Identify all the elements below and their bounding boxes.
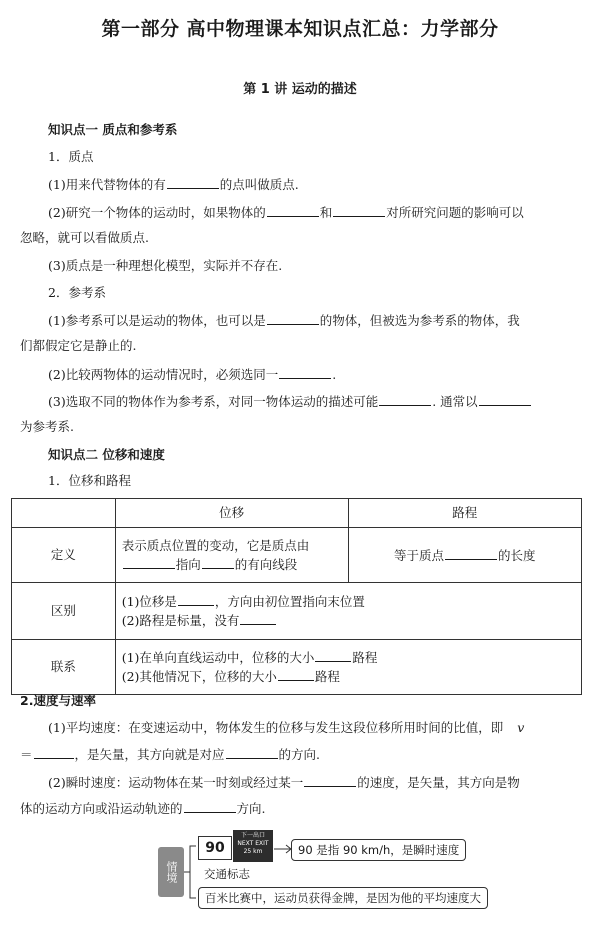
note-average-speed: 百米比赛中，运动员获得金牌，是因为他的平均速度大 [198, 887, 488, 909]
note-instant-speed: 90 是指 90 km/h，是瞬时速度 [291, 839, 466, 861]
kp1-line2: (2)研究一个物体的运动时，如果物体的 和 对所研究问题的影响可以 [48, 205, 524, 220]
kp1-line4: (1)参考系可以是运动的物体，也可以是 的物体，但被选为参考系的物体，我 [48, 313, 520, 328]
fill-blank[interactable] [167, 175, 219, 189]
fill-blank[interactable] [333, 203, 385, 217]
table-cell-difference: (1)位移是 ，方向由初位置指向末位置 (2)路程是标量，没有 [115, 583, 581, 640]
table-header-displacement: 位移 [115, 499, 348, 528]
page-title: 第一部分 高中物理课本知识点汇总：力学部分 [101, 18, 499, 40]
kp2-sub-velocity: 2.速度与速率 [20, 693, 96, 708]
kp2-velocity-inst: (2)瞬时速度：运动物体在某一时刻或经过某一 的速度，是矢量，其方向是物 [48, 775, 520, 790]
fill-blank[interactable] [379, 392, 431, 406]
table-cell-displacement-def: 表示质点位置的变动，它是质点由 指向 的有向线段 [115, 528, 348, 583]
fill-blank[interactable] [123, 555, 175, 569]
kp1-sub-particle: 1．质点 [48, 149, 94, 164]
fill-blank[interactable] [240, 611, 276, 625]
kp1-heading: 知识点一 质点和参考系 [48, 122, 178, 137]
kp2-sub-displacement: 1．位移和路程 [48, 473, 131, 488]
fill-blank[interactable] [226, 745, 278, 759]
fill-blank[interactable] [445, 546, 497, 560]
displacement-distance-table [11, 498, 582, 695]
table-row-label-definition: 定义 [12, 528, 116, 583]
table-row-label-relation: 联系 [12, 640, 116, 695]
kp1-line5: (2)比较两物体的运动情况时，必须选同一 . [48, 367, 337, 382]
kp1-line4-cont: 们都假定它是静止的. [20, 338, 137, 353]
kp1-line6-cont: 为参考系. [20, 419, 74, 434]
fill-blank[interactable] [279, 365, 331, 379]
kp2-velocity-avg-cont: ＝ ，是矢量，其方向就是对应 的方向. [20, 747, 321, 762]
table-cell-distance-def: 等于质点 的长度 [348, 528, 581, 583]
table-row-label-difference: 区别 [12, 583, 116, 640]
fill-blank[interactable] [184, 799, 236, 813]
fill-blank[interactable] [178, 592, 214, 606]
kp1-line1: (1)用来代替物体的有 的点叫做质点. [48, 177, 299, 192]
table-corner [12, 499, 116, 528]
table-cell-relation: (1)在单向直线运动中，位移的大小 路程 (2)其他情况下，位移的大小 路程 [115, 640, 581, 695]
kp1-line6: (3)选取不同的物体作为参考系，对同一物体运动的描述可能 . 通常以 [48, 392, 532, 411]
speed-limit-sign: 90 [198, 836, 232, 860]
fill-blank[interactable] [315, 648, 351, 662]
scene-label: 情境 [158, 847, 184, 897]
fill-blank[interactable] [34, 745, 74, 759]
next-exit-sign: 下一出口 NEXT EXIT 25 km [233, 830, 273, 862]
table-header-distance: 路程 [348, 499, 581, 528]
kp2-heading: 知识点二 位移和速度 [48, 447, 165, 462]
kp1-sub-reference: 2．参考系 [48, 285, 106, 300]
fill-blank[interactable] [479, 392, 531, 406]
kp2-velocity-inst-cont: 体的运动方向或沿运动轨迹的 方向. [20, 801, 266, 816]
fill-blank[interactable] [267, 203, 319, 217]
fill-blank[interactable] [267, 311, 319, 325]
fill-blank[interactable] [202, 555, 234, 569]
traffic-sign-caption: 交通标志 [204, 867, 250, 881]
kp2-velocity-avg: (1)平均速度：在变速运动中，物体发生的位移与发生这段位移所用时间的比值，即 v [48, 720, 525, 735]
fill-blank[interactable] [278, 667, 314, 681]
fill-blank[interactable] [304, 773, 356, 787]
lesson-title: 第 1 讲 运动的描述 [243, 82, 357, 97]
kp1-line2-cont: 忽略，就可以看做质点. [20, 230, 149, 245]
kp1-line3: (3)质点是一种理想化模型，实际并不存在. [48, 258, 283, 273]
